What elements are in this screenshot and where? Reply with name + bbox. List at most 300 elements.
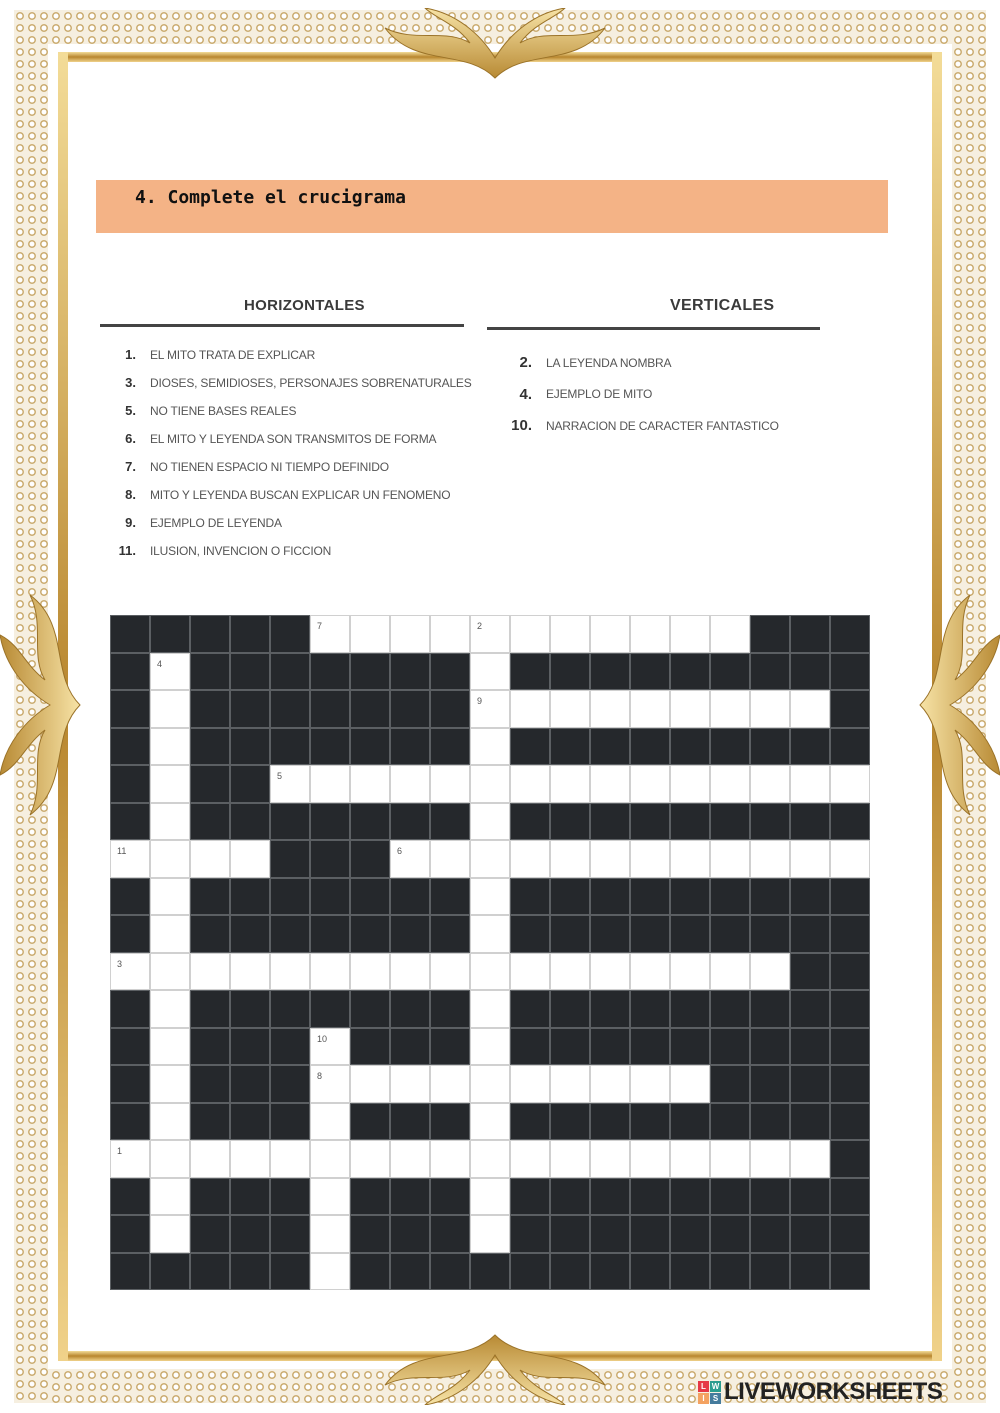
crossword-input-cell[interactable]	[230, 1140, 270, 1178]
crossword-input-cell[interactable]	[550, 1065, 590, 1103]
crossword-blocked-cell	[590, 915, 630, 953]
crossword-grid	[110, 615, 870, 1290]
crossword-input-cell[interactable]	[150, 990, 190, 1028]
crossword-input-cell[interactable]	[670, 840, 710, 878]
crossword-blocked-cell	[790, 615, 830, 653]
crossword-blocked-cell	[790, 990, 830, 1028]
clue-text: EL MITO TRATA DE EXPLICAR	[150, 347, 316, 362]
crossword-input-cell[interactable]	[390, 615, 430, 653]
crossword-blocked-cell	[710, 1215, 750, 1253]
crossword-input-cell[interactable]	[150, 915, 190, 953]
crossword-blocked-cell	[670, 803, 710, 841]
logo-tile: S	[710, 1393, 721, 1404]
crossword-blocked-cell	[630, 1028, 670, 1066]
crossword-input-cell[interactable]	[150, 840, 190, 878]
crossword-blocked-cell	[230, 728, 270, 766]
crossword-blocked-cell	[230, 1178, 270, 1216]
crossword-input-cell[interactable]	[670, 765, 710, 803]
crossword-input-cell[interactable]	[150, 690, 190, 728]
crossword-input-cell[interactable]	[630, 765, 670, 803]
crossword-input-cell[interactable]	[110, 840, 150, 878]
crossword-blocked-cell	[590, 1028, 630, 1066]
crossword-blocked-cell	[710, 803, 750, 841]
crossword-blocked-cell	[430, 1215, 470, 1253]
crossword-input-cell[interactable]	[470, 840, 510, 878]
crossword-input-cell[interactable]	[470, 990, 510, 1028]
crossword-blocked-cell	[270, 990, 310, 1028]
crossword-input-cell[interactable]	[790, 1140, 830, 1178]
crossword-blocked-cell	[230, 1215, 270, 1253]
crossword-blocked-cell	[390, 915, 430, 953]
crossword-blocked-cell	[550, 1103, 590, 1141]
verticales-rule	[487, 327, 820, 330]
crossword-input-cell[interactable]	[310, 1140, 350, 1178]
clue-number-label: 1	[117, 1146, 123, 1156]
clue-number: 10.	[511, 417, 532, 434]
crossword-input-cell[interactable]	[350, 953, 390, 991]
crossword-input-cell[interactable]	[150, 1215, 190, 1253]
crossword-input-cell[interactable]	[670, 1065, 710, 1103]
clue-number-label: 8	[317, 1071, 323, 1081]
crossword-input-cell[interactable]	[830, 840, 870, 878]
crossword-blocked-cell	[750, 990, 790, 1028]
horizontales-title: HORIZONTALES	[244, 297, 365, 314]
crossword-blocked-cell	[830, 990, 870, 1028]
crossword-blocked-cell	[350, 653, 390, 691]
clue-number: 8.	[125, 487, 136, 502]
crossword-input-cell[interactable]	[350, 765, 390, 803]
crossword-blocked-cell	[230, 765, 270, 803]
crossword-input-cell[interactable]	[150, 1065, 190, 1103]
crossword-input-cell[interactable]	[150, 1103, 190, 1141]
crossword-input-cell[interactable]	[350, 1065, 390, 1103]
crossword-blocked-cell	[510, 878, 550, 916]
clue-number-label: 6	[397, 846, 403, 856]
crossword-blocked-cell	[550, 990, 590, 1028]
crossword-blocked-cell	[110, 1028, 150, 1066]
crossword-blocked-cell	[830, 1028, 870, 1066]
crossword-input-cell[interactable]	[750, 840, 790, 878]
clue-number-label: 2	[477, 621, 483, 631]
crossword-input-cell[interactable]	[590, 840, 630, 878]
crossword-blocked-cell	[190, 990, 230, 1028]
crossword-blocked-cell	[430, 1253, 470, 1291]
crossword-input-cell[interactable]	[390, 953, 430, 991]
crossword-blocked-cell	[190, 765, 230, 803]
crossword-blocked-cell	[390, 1178, 430, 1216]
crossword-blocked-cell	[430, 1178, 470, 1216]
crossword-input-cell[interactable]	[150, 765, 190, 803]
crossword-input-cell[interactable]	[590, 953, 630, 991]
crossword-blocked-cell	[830, 1253, 870, 1291]
crossword-blocked-cell	[190, 1178, 230, 1216]
crossword-input-cell[interactable]	[310, 615, 350, 653]
crossword-blocked-cell	[390, 1103, 430, 1141]
crossword-input-cell[interactable]	[550, 840, 590, 878]
crossword-blocked-cell	[790, 728, 830, 766]
crossword-input-cell[interactable]	[470, 1028, 510, 1066]
crossword-blocked-cell	[550, 728, 590, 766]
crossword-blocked-cell	[630, 1103, 670, 1141]
crossword-input-cell[interactable]	[510, 690, 550, 728]
crossword-input-cell[interactable]	[150, 653, 190, 691]
crossword-blocked-cell	[670, 990, 710, 1028]
crossword-blocked-cell	[350, 915, 390, 953]
crossword-input-cell[interactable]	[310, 1178, 350, 1216]
crossword-input-cell[interactable]	[510, 615, 550, 653]
crossword-blocked-cell	[630, 990, 670, 1028]
crossword-input-cell[interactable]	[790, 690, 830, 728]
crossword-input-cell[interactable]	[430, 953, 470, 991]
crossword-blocked-cell	[790, 953, 830, 991]
crossword-blocked-cell	[270, 690, 310, 728]
crossword-blocked-cell	[750, 615, 790, 653]
clue-number-label: 3	[117, 958, 123, 969]
crossword-blocked-cell	[510, 990, 550, 1028]
clue-number-label: 7	[317, 621, 323, 631]
crossword-input-cell[interactable]	[710, 765, 750, 803]
crossword-blocked-cell	[830, 1065, 870, 1103]
exercise-title: 4. Complete el crucigrama	[135, 187, 406, 208]
crossword-input-cell[interactable]	[190, 1140, 230, 1178]
crossword-input-cell[interactable]	[630, 1065, 670, 1103]
crossword-blocked-cell	[550, 1178, 590, 1216]
clue-text: ILUSION, INVENCION O FICCION	[150, 543, 332, 558]
crossword-input-cell[interactable]	[470, 615, 510, 653]
crossword-blocked-cell	[190, 1253, 230, 1291]
crossword-input-cell[interactable]	[630, 1140, 670, 1178]
crossword-input-cell[interactable]	[510, 1140, 550, 1178]
crossword-input-cell[interactable]	[790, 765, 830, 803]
verticales-clue-10	[500, 417, 779, 434]
crossword-blocked-cell	[350, 1028, 390, 1066]
crossword-input-cell[interactable]	[510, 1065, 550, 1103]
crossword-blocked-cell	[190, 915, 230, 953]
crossword-blocked-cell	[230, 1028, 270, 1066]
crossword-input-cell[interactable]	[150, 803, 190, 841]
crossword-blocked-cell	[230, 653, 270, 691]
crossword-blocked-cell	[390, 878, 430, 916]
crossword-blocked-cell	[670, 653, 710, 691]
crossword-input-cell[interactable]	[670, 615, 710, 653]
crossword-blocked-cell	[110, 690, 150, 728]
crossword-blocked-cell	[630, 728, 670, 766]
clue-number: 9.	[125, 515, 136, 530]
crossword-input-cell[interactable]	[590, 615, 630, 653]
crossword-blocked-cell	[710, 1028, 750, 1066]
crossword-input-cell[interactable]	[550, 1140, 590, 1178]
crossword-blocked-cell	[190, 1215, 230, 1253]
crossword-blocked-cell	[670, 1215, 710, 1253]
crossword-blocked-cell	[510, 1215, 550, 1253]
clue-number: 6.	[125, 431, 136, 446]
crossword-blocked-cell	[670, 915, 710, 953]
crossword-blocked-cell	[190, 615, 230, 653]
clue-text: EJEMPLO DE MITO	[546, 387, 653, 401]
crossword-input-cell[interactable]	[670, 1140, 710, 1178]
crossword-blocked-cell	[710, 1103, 750, 1141]
crossword-input-cell[interactable]	[470, 953, 510, 991]
crossword-blocked-cell	[470, 1253, 510, 1291]
horizontales-clue-11	[110, 543, 331, 558]
crossword-blocked-cell	[790, 1103, 830, 1141]
crossword-input-cell[interactable]	[310, 1028, 350, 1066]
verticales-clue-4	[500, 386, 652, 403]
crossword-input-cell[interactable]	[830, 765, 870, 803]
crossword-blocked-cell	[310, 803, 350, 841]
crossword-input-cell[interactable]	[630, 615, 670, 653]
crossword-blocked-cell	[430, 803, 470, 841]
crossword-input-cell[interactable]	[150, 878, 190, 916]
crossword-input-cell[interactable]	[550, 690, 590, 728]
crossword-input-cell[interactable]	[110, 953, 150, 991]
liveworksheets-logo-icon	[698, 1381, 721, 1404]
gold-ornament-bottom	[375, 1325, 615, 1405]
crossword-blocked-cell	[270, 915, 310, 953]
crossword-input-cell[interactable]	[470, 1140, 510, 1178]
crossword-input-cell[interactable]	[310, 1103, 350, 1141]
crossword-input-cell[interactable]	[310, 1253, 350, 1291]
clue-text: NARRACION DE CARACTER FANTASTICO	[546, 418, 779, 433]
crossword-blocked-cell	[230, 1065, 270, 1103]
crossword-blocked-cell	[190, 653, 230, 691]
crossword-input-cell[interactable]	[670, 953, 710, 991]
crossword-input-cell[interactable]	[470, 1103, 510, 1141]
crossword-input-cell[interactable]	[150, 953, 190, 991]
crossword-blocked-cell	[830, 728, 870, 766]
clue-number-label: 9	[477, 696, 483, 706]
clue-number: 4.	[519, 385, 532, 403]
horizontales-clue-5	[110, 403, 296, 418]
crossword-input-cell[interactable]	[430, 615, 470, 653]
crossword-blocked-cell	[550, 653, 590, 691]
crossword-input-cell[interactable]	[470, 1215, 510, 1253]
crossword-blocked-cell	[670, 1103, 710, 1141]
crossword-blocked-cell	[550, 1028, 590, 1066]
crossword-input-cell[interactable]	[270, 1140, 310, 1178]
crossword-blocked-cell	[350, 840, 390, 878]
crossword-input-cell[interactable]	[310, 953, 350, 991]
crossword-input-cell[interactable]	[350, 1140, 390, 1178]
crossword-blocked-cell	[590, 878, 630, 916]
logo-tile: W	[711, 1381, 720, 1391]
crossword-input-cell[interactable]	[190, 953, 230, 991]
crossword-input-cell[interactable]	[430, 765, 470, 803]
crossword-input-cell[interactable]	[470, 690, 510, 728]
crossword-input-cell[interactable]	[470, 915, 510, 953]
clue-number-label: 4	[157, 658, 163, 669]
crossword-input-cell[interactable]	[470, 803, 510, 841]
crossword-input-cell[interactable]	[710, 615, 750, 653]
clue-number: 1.	[125, 347, 136, 362]
gold-ornament-top	[375, 8, 615, 88]
horizontales-clue-7	[110, 459, 389, 474]
crossword-input-cell[interactable]	[510, 953, 550, 991]
crossword-input-cell[interactable]	[470, 653, 510, 691]
crossword-input-cell[interactable]	[470, 765, 510, 803]
crossword-input-cell[interactable]	[390, 1065, 430, 1103]
crossword-blocked-cell	[310, 840, 350, 878]
crossword-blocked-cell	[230, 915, 270, 953]
crossword-input-cell[interactable]	[590, 765, 630, 803]
crossword-blocked-cell	[270, 1065, 310, 1103]
crossword-input-cell[interactable]	[750, 1140, 790, 1178]
crossword-input-cell[interactable]	[310, 1065, 350, 1103]
crossword-blocked-cell	[790, 1065, 830, 1103]
crossword-blocked-cell	[830, 1178, 870, 1216]
horizontales-rule	[100, 324, 464, 327]
crossword-blocked-cell	[390, 803, 430, 841]
crossword-blocked-cell	[310, 653, 350, 691]
crossword-blocked-cell	[430, 653, 470, 691]
crossword-input-cell[interactable]	[710, 690, 750, 728]
crossword-blocked-cell	[430, 690, 470, 728]
crossword-blocked-cell	[830, 1103, 870, 1141]
clue-text: EL MITO Y LEYENDA SON TRANSMITOS DE FORMA	[150, 431, 437, 446]
logo-tile: I	[698, 1393, 709, 1404]
crossword-blocked-cell	[510, 1253, 550, 1291]
crossword-blocked-cell	[230, 615, 270, 653]
crossword-blocked-cell	[350, 803, 390, 841]
crossword-blocked-cell	[710, 915, 750, 953]
crossword-blocked-cell	[310, 915, 350, 953]
crossword-blocked-cell	[110, 615, 150, 653]
crossword-input-cell[interactable]	[310, 1215, 350, 1253]
crossword-input-cell[interactable]	[750, 765, 790, 803]
crossword-blocked-cell	[430, 915, 470, 953]
crossword-input-cell[interactable]	[470, 878, 510, 916]
crossword-input-cell[interactable]	[190, 840, 230, 878]
crossword-input-cell[interactable]	[430, 840, 470, 878]
crossword-blocked-cell	[750, 1178, 790, 1216]
crossword-input-cell[interactable]	[390, 765, 430, 803]
crossword-blocked-cell	[550, 915, 590, 953]
crossword-blocked-cell	[670, 1028, 710, 1066]
clue-text: DIOSES, SEMIDIOSES, PERSONAJES SOBRENATURALES	[150, 375, 472, 390]
crossword-blocked-cell	[270, 1215, 310, 1253]
crossword-input-cell[interactable]	[710, 1140, 750, 1178]
clue-text: NO TIENEN ESPACIO NI TIEMPO DEFINIDO	[150, 459, 389, 474]
crossword-input-cell[interactable]	[790, 840, 830, 878]
crossword-blocked-cell	[270, 615, 310, 653]
crossword-blocked-cell	[110, 1178, 150, 1216]
crossword-input-cell[interactable]	[510, 840, 550, 878]
crossword-blocked-cell	[230, 803, 270, 841]
crossword-blocked-cell	[190, 878, 230, 916]
crossword-blocked-cell	[750, 1253, 790, 1291]
crossword-input-cell[interactable]	[270, 953, 310, 991]
crossword-input-cell[interactable]	[510, 765, 550, 803]
crossword-blocked-cell	[110, 878, 150, 916]
crossword-input-cell[interactable]	[390, 840, 430, 878]
clue-number: 5.	[125, 403, 136, 418]
liveworksheets-watermark	[698, 1378, 942, 1406]
crossword-input-cell[interactable]	[710, 953, 750, 991]
crossword-input-cell[interactable]	[470, 1178, 510, 1216]
crossword-blocked-cell	[350, 1103, 390, 1141]
crossword-input-cell[interactable]	[590, 1140, 630, 1178]
crossword-blocked-cell	[430, 990, 470, 1028]
crossword-input-cell[interactable]	[710, 840, 750, 878]
crossword-blocked-cell	[710, 653, 750, 691]
crossword-blocked-cell	[750, 878, 790, 916]
crossword-blocked-cell	[590, 728, 630, 766]
crossword-input-cell[interactable]	[590, 690, 630, 728]
crossword-input-cell[interactable]	[750, 690, 790, 728]
clue-text: MITO Y LEYENDA BUSCAN EXPLICAR UN FENOMENO	[150, 487, 451, 502]
crossword-blocked-cell	[830, 953, 870, 991]
crossword-input-cell[interactable]	[750, 953, 790, 991]
crossword-input-cell[interactable]	[430, 1140, 470, 1178]
crossword-blocked-cell	[510, 653, 550, 691]
crossword-input-cell[interactable]	[350, 615, 390, 653]
crossword-blocked-cell	[550, 1253, 590, 1291]
crossword-blocked-cell	[190, 1103, 230, 1141]
crossword-input-cell[interactable]	[430, 1065, 470, 1103]
crossword-input-cell[interactable]	[110, 1140, 150, 1178]
crossword-input-cell[interactable]	[150, 1028, 190, 1066]
crossword-blocked-cell	[110, 1253, 150, 1291]
crossword-blocked-cell	[350, 1253, 390, 1291]
horizontales-clue-3	[110, 375, 472, 390]
crossword-blocked-cell	[270, 803, 310, 841]
crossword-input-cell[interactable]	[630, 953, 670, 991]
crossword-input-cell[interactable]	[270, 765, 310, 803]
crossword-blocked-cell	[390, 1215, 430, 1253]
crossword-blocked-cell	[830, 1215, 870, 1253]
crossword-input-cell[interactable]	[230, 840, 270, 878]
crossword-blocked-cell	[750, 1215, 790, 1253]
crossword-blocked-cell	[430, 878, 470, 916]
crossword-input-cell[interactable]	[150, 1140, 190, 1178]
crossword-input-cell[interactable]	[670, 690, 710, 728]
crossword-input-cell[interactable]	[150, 1178, 190, 1216]
crossword-blocked-cell	[590, 1253, 630, 1291]
clue-number-label: 11	[117, 846, 127, 856]
crossword-blocked-cell	[390, 1253, 430, 1291]
crossword-input-cell[interactable]	[550, 615, 590, 653]
crossword-input-cell[interactable]	[550, 765, 590, 803]
crossword-input-cell[interactable]	[150, 728, 190, 766]
crossword-input-cell[interactable]	[630, 690, 670, 728]
crossword-blocked-cell	[310, 878, 350, 916]
clue-number: 3.	[125, 375, 136, 390]
crossword-input-cell[interactable]	[470, 728, 510, 766]
crossword-blocked-cell	[110, 803, 150, 841]
crossword-input-cell[interactable]	[230, 953, 270, 991]
crossword-blocked-cell	[390, 653, 430, 691]
clue-number: 7.	[125, 459, 136, 474]
crossword-blocked-cell	[830, 803, 870, 841]
logo-tile: L	[698, 1381, 709, 1392]
crossword-input-cell[interactable]	[310, 765, 350, 803]
crossword-input-cell[interactable]	[390, 1140, 430, 1178]
crossword-blocked-cell	[110, 653, 150, 691]
crossword-input-cell[interactable]	[590, 1065, 630, 1103]
crossword-blocked-cell	[270, 878, 310, 916]
crossword-blocked-cell	[830, 915, 870, 953]
crossword-input-cell[interactable]	[550, 953, 590, 991]
crossword-blocked-cell	[590, 1103, 630, 1141]
crossword-input-cell[interactable]	[630, 840, 670, 878]
crossword-blocked-cell	[670, 1253, 710, 1291]
crossword-blocked-cell	[310, 690, 350, 728]
crossword-blocked-cell	[350, 1215, 390, 1253]
crossword-blocked-cell	[270, 1103, 310, 1141]
crossword-blocked-cell	[750, 1028, 790, 1066]
crossword-blocked-cell	[830, 615, 870, 653]
crossword-input-cell[interactable]	[470, 1065, 510, 1103]
